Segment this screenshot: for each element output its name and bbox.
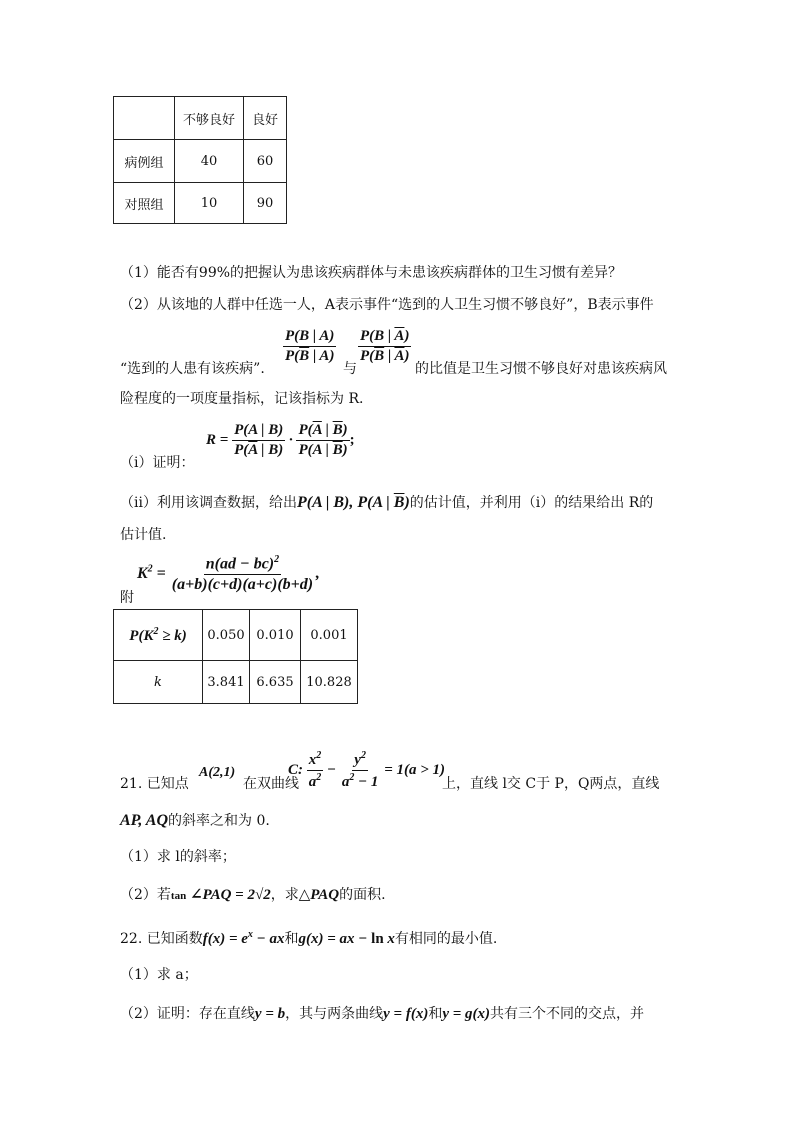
q22-line1-end: 有相同的最小值. (394, 931, 498, 947)
formula-point-a: A(2,1) (199, 765, 236, 780)
table-row (114, 140, 287, 183)
q22-part-2-text: （2）证明：存在直线 (120, 1006, 255, 1022)
q22-part-2-and: 和 (428, 1006, 443, 1022)
q21-line2-text: 的斜率之和为 0. (168, 813, 270, 829)
q22-line1 (120, 928, 497, 948)
question-2-line2-end: 的比值是卫生习惯不够良好对患该疾病风 (415, 361, 667, 377)
q21-part-2-text: （2）若 (120, 887, 171, 903)
q21-part-2 (120, 884, 386, 904)
question-2-line1: （2）从该地的人群中任选一人，A表示事件“选到的人卫生习惯不够良好”，B表示事件 (120, 297, 654, 313)
appendix-label: 附 (120, 590, 134, 606)
q21-line1-end: 上，直线 l交 C于 P，Q两点，直线 (442, 776, 660, 792)
table-row (114, 97, 287, 140)
table-cell: 0.010 (250, 610, 301, 661)
part-ii-text: （ⅱ）利用该调查数据，给出 (120, 495, 297, 511)
table-cell: 0.001 (301, 610, 358, 661)
formula-y-g: y = g(x) (442, 1006, 491, 1022)
formula-triangle: △PAQ (298, 887, 340, 903)
part-i-label: （ⅰ）证明： (120, 455, 195, 471)
q21-part-2-end: 的面积. (339, 887, 386, 903)
table-header: 良好 (244, 97, 287, 140)
table-row (114, 183, 287, 224)
table-cell (114, 97, 175, 140)
q21-part-2-mid: ，求 (270, 887, 299, 903)
q21-intro: 21. 已知点 (120, 776, 189, 792)
formula-ratio-1: $\frac{P(B | A)}{P(\overline{B} | A)}$ (285, 328, 335, 364)
formula-ap-aq: AP, AQ (120, 812, 169, 829)
table-cell: 60 (244, 140, 287, 183)
part-ii-line2: 估计值. (120, 527, 167, 543)
formula-r: R = $\frac{P(A | B)}{P(\overline{A} | B)}$ · $\frac{P(\overline{A} | \overline{B})}{P(A | \overline{B})}$ ; (206, 422, 355, 458)
formula-k-squared: $K^2$ = $\frac{n(ad - bc)^2}{(a+b)(c+d)(a+c)(b+d)}$ , (137, 554, 320, 594)
question-1: （1）能否有99%的把握认为患该疾病群体与未患该疾病群体的卫生习惯有差异？ (120, 265, 623, 281)
table-cell: 90 (244, 183, 287, 224)
formula-g: g(x) = ax − ln x (298, 931, 395, 947)
row-label: 对照组 (114, 183, 175, 224)
formula-tan: tan ∠PAQ = 2√2 (170, 887, 271, 903)
contingency-table (113, 96, 287, 224)
question-2-and: 与 (343, 361, 357, 377)
q22-and: 和 (284, 931, 299, 947)
critical-value-table (113, 609, 358, 704)
formula-y-f: y = f(x) (383, 1006, 429, 1022)
table-cell: 10 (175, 183, 244, 224)
q21-line2 (120, 810, 270, 830)
q22-part-2-mid: ，其与两条曲线 (285, 1006, 384, 1022)
p-header: $P(K^2 \ge k)$ (114, 610, 203, 661)
q21-part-1: （1）求 l的斜率； (120, 849, 236, 865)
table-cell: 3.841 (203, 661, 250, 704)
k-header: k (114, 661, 203, 704)
table-row (114, 610, 358, 661)
q22-part-2-end: 共有三个不同的交点，并 (490, 1006, 645, 1022)
table-cell: 40 (175, 140, 244, 183)
row-label: 病例组 (114, 140, 175, 183)
formula-estimates: P(A | B), P(A | $\overline{B}$) (296, 494, 410, 511)
table-cell: 10.828 (301, 661, 358, 704)
q21-hyperbola-text: 在双曲线 (243, 776, 299, 792)
q22-part-2 (120, 1003, 644, 1023)
part-ii-text-end: 的估计值，并利用（ⅰ）的结果给出 R的 (409, 495, 654, 511)
table-row (114, 661, 358, 704)
formula-f: $f(x) = e^x$ − ax (202, 929, 285, 947)
question-2-line3: 险程度的一项度量指标，记该指标为 R. (120, 391, 364, 407)
part-ii-line1 (120, 492, 653, 512)
formula-ratio-2: $\frac{P(B | \overline{A})}{P(\overline{B} | \overline{A})}$ (360, 328, 410, 364)
formula-line-b: y = b (254, 1006, 286, 1022)
table-header: 不够良好 (175, 97, 244, 140)
q22-part-1: （1）求 a； (120, 967, 198, 983)
table-cell: 0.050 (203, 610, 250, 661)
formula-hyperbola: C: $\frac{x^2}{a^2}$ − $\frac{y^2}{a^2 - 1}$ = 1(a > 1) (288, 750, 446, 790)
question-2-line2: “选到的人患有该疾病”. (120, 361, 265, 377)
table-cell: 6.635 (250, 661, 301, 704)
q22-intro: 22. 已知函数 (120, 931, 203, 947)
